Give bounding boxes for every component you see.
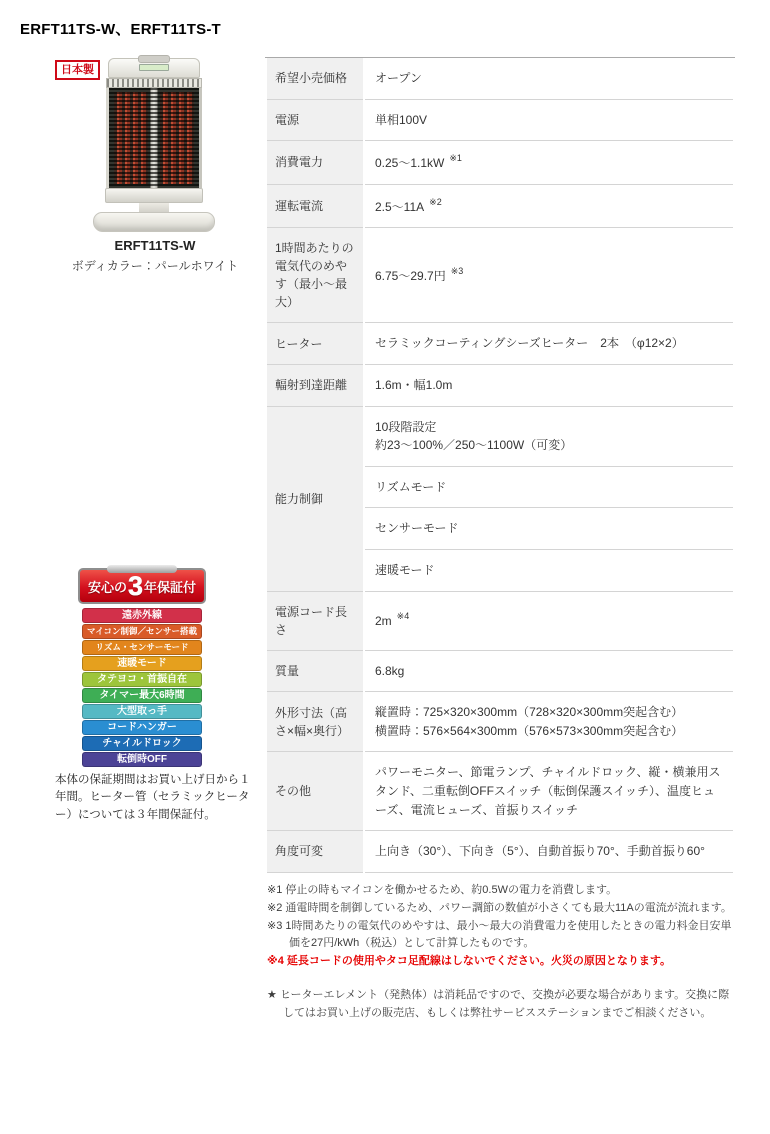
- heater-center-frame: [151, 88, 158, 188]
- product-image-heater: [101, 58, 207, 232]
- star-marker: ★: [267, 988, 277, 1001]
- heater-base: [93, 212, 215, 232]
- spec-value-line: 約23～100%／250～1100W（可変）: [375, 438, 573, 453]
- spec-value: リズムモード: [365, 467, 733, 509]
- made-in-japan-badge: 日本製: [55, 60, 100, 80]
- spec-table: [265, 57, 735, 873]
- table-row: [267, 752, 733, 831]
- spec-value-text: 2.5～11A: [375, 199, 425, 214]
- spec-value: [365, 592, 733, 651]
- footnote-text: 延長コードの使用やタコ足配線はしないでください。火災の原因となります。: [286, 954, 671, 967]
- warranty-banner-years: 3: [127, 570, 144, 601]
- spec-value: [365, 141, 733, 185]
- footnote-4-warning: [267, 953, 735, 970]
- spec-value: 単相100V: [365, 100, 733, 142]
- spec-label: 電源: [267, 100, 363, 142]
- badge-cord-hanger: コードハンガー: [82, 720, 202, 735]
- star-note: [267, 987, 735, 1022]
- spec-label: ヒーター: [267, 323, 363, 365]
- footnotes: [265, 882, 735, 1022]
- spec-value-line: 縦置時：725×320×300mm（728×320×300mm突起含む）: [375, 705, 684, 720]
- spec-label: 質量: [267, 651, 363, 693]
- spec-value-line: 10段階設定: [375, 419, 437, 434]
- footnote-text: 通電時間を制御しているため、パワー調節の数値が小さくても最大11Aの電流が流れます。: [285, 901, 732, 914]
- table-row: [267, 651, 733, 693]
- product-model-name: ERFT11TS-W: [114, 238, 196, 253]
- warranty-note: 本体の保証期間はお買い上げ日から１年間。ヒーター管（セラミックヒーター）については３年間保証付。: [55, 774, 251, 821]
- spec-label: 輻射到達距離: [267, 365, 363, 407]
- footnote-ref: ※2: [429, 196, 442, 207]
- badge-large-handle: 大型取っ手: [82, 704, 202, 719]
- badge-rhythm-sensor-mode: リズム・センサーモード: [82, 640, 202, 655]
- table-row: [267, 831, 733, 873]
- table-row: [267, 692, 733, 752]
- footnote-3: [267, 918, 735, 952]
- spec-value-text: 0.25～1.1kW: [375, 156, 445, 171]
- heater-top-cap: [108, 58, 200, 78]
- heater-vent-strip: [106, 78, 202, 88]
- table-row: [267, 58, 733, 100]
- spec-label: 角度可変: [267, 831, 363, 873]
- footnote-ref: ※3: [450, 266, 464, 277]
- warranty-banner: [78, 568, 206, 604]
- table-row: [267, 100, 733, 142]
- page-title: ERFT11TS-W、ERFT11TS-T: [20, 21, 221, 38]
- badge-timer-6h: タイマー最大6時間: [82, 688, 202, 703]
- product-caption: [55, 238, 255, 274]
- footnote-text: 停止の時もマイコンを働かせるため、約0.5Wの電力を消費します。: [285, 883, 618, 896]
- table-row: [267, 323, 733, 365]
- spec-label: 1時間あたりの電気代のめやす（最小～最大）: [267, 228, 363, 323]
- badge-far-infrared: 遠赤外線: [82, 608, 202, 623]
- heating-element-left: [114, 92, 148, 184]
- product-body-color: ボディカラー：パールホワイト: [71, 259, 239, 273]
- spec-value: 6.8kg: [365, 651, 733, 693]
- spec-value: 上向き（30°）、下向き（5°）、自動首振り70°、手動首振り60°: [365, 831, 733, 873]
- warranty-banner-suffix: 年保証付: [144, 579, 197, 595]
- spec-label: 運転電流: [267, 185, 363, 229]
- spec-label: 希望小売価格: [267, 58, 363, 100]
- footnote-ref: ※4: [396, 611, 410, 622]
- footnote-1: [267, 882, 735, 899]
- badge-micon-sensor: マイコン制御／センサー搭載: [82, 624, 202, 639]
- table-row: [267, 228, 733, 323]
- spec-value: [365, 407, 733, 467]
- spec-value: [365, 228, 733, 323]
- spec-label: 消費電力: [267, 141, 363, 185]
- table-row: [267, 365, 733, 407]
- spec-value: 速暖モード: [365, 550, 733, 592]
- table-row: [267, 185, 733, 229]
- footnote-2: [267, 900, 735, 917]
- footnote-text: 1時間あたりの電気代のめやすは、最小～最大の消費電力を使用したときの電力料金目安単価を27円/kWh（税込）として計算したものです。: [285, 919, 732, 949]
- badge-tipover-off: 転倒時OFF: [82, 752, 202, 767]
- spec-value-line: 横置時：576×564×300mm（576×573×300mm突起含む）: [375, 723, 684, 738]
- heater-grill: [106, 88, 202, 188]
- spec-label: 外形寸法（高さ×幅×奥行）: [267, 692, 363, 752]
- badge-quick-warm-mode: 速暖モード: [82, 656, 202, 671]
- spec-value: [365, 185, 733, 229]
- heating-element-right: [160, 92, 194, 184]
- table-row: [267, 141, 733, 185]
- footnote-marker: ※3: [267, 919, 283, 932]
- warranty-banner-prefix: 安心の: [87, 579, 127, 595]
- spec-value-text: 6.75～29.7円: [375, 269, 446, 284]
- spec-label: 能力制御: [267, 407, 363, 592]
- footnote-marker: ※1: [267, 883, 283, 896]
- spec-value: オープン: [365, 58, 733, 100]
- star-note-text: ヒーターエレメント（発熱体）は消耗品ですので、交換が必要な場合があります。交換に際してはお買い上げの販売店、もしくは弊社サービスステーションまでご相談ください。: [279, 988, 730, 1019]
- badge-vertical-horizontal-swing: タテヨコ・首振自在: [82, 672, 202, 687]
- table-row: [267, 592, 733, 651]
- spec-label: 電源コード長さ: [267, 592, 363, 651]
- feature-badge-stack: [82, 608, 202, 768]
- footnote-marker: ※4: [267, 954, 284, 967]
- footnote-marker: ※2: [267, 901, 283, 914]
- spec-value: パワーモニター、節電ランプ、チャイルドロック、縦・横兼用スタンド、二重転倒OFFスイッチ（転倒保護スイッチ）、温度ヒューズ、電流ヒューズ、首振りスイッチ: [365, 752, 733, 831]
- spec-value: [365, 692, 733, 752]
- spec-value: センサーモード: [365, 508, 733, 550]
- badge-child-lock: チャイルドロック: [82, 736, 202, 751]
- spec-section: [265, 57, 735, 1022]
- spec-value: 1.6m・幅1.0m: [365, 365, 733, 407]
- spec-value-text: 2m: [375, 614, 392, 629]
- footnote-ref: ※1: [449, 153, 462, 164]
- heater-control-panel: [139, 64, 169, 71]
- table-row: [267, 407, 733, 467]
- spec-label: その他: [267, 752, 363, 831]
- spec-value: セラミックコーティングシーズヒーター 2本 （φ12×2）: [365, 323, 733, 365]
- heater-lower-band: [105, 188, 203, 203]
